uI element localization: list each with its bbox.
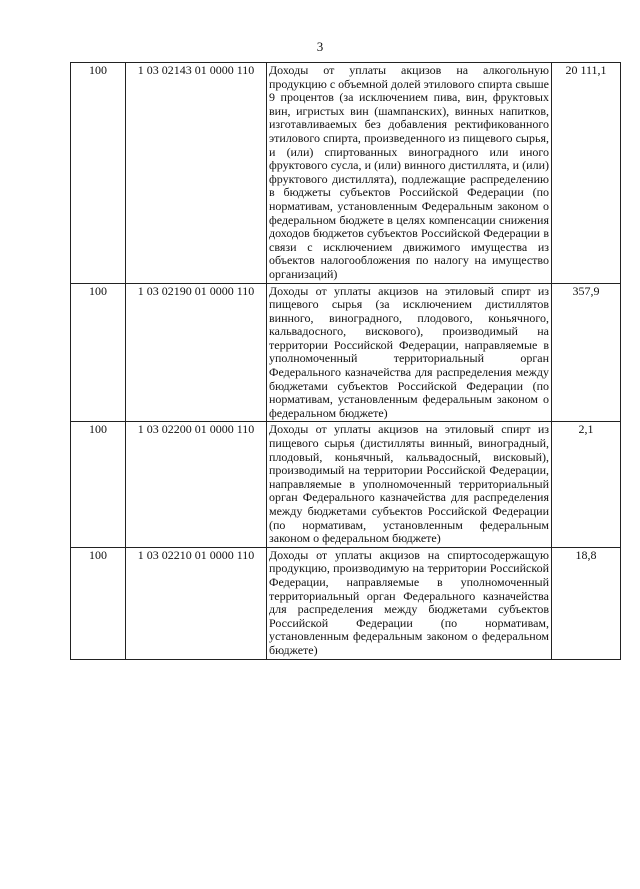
budget-classification-code-cell: 1 03 02210 01 0000 110 bbox=[126, 547, 267, 659]
revenue-table bbox=[70, 62, 621, 660]
amount-cell: 20 111,1 bbox=[552, 63, 621, 284]
revenue-name-cell: Доходы от уплаты акцизов на спиртосодержащую продукцию, производимую на территории Российской Федерации, направляемые в уполномоченный территориальный орган Федерального казначейства для распределения между бюджетами субъектов Российской Федерации (по нормативам, установленным федеральным законом о федеральном бюджете) bbox=[267, 547, 552, 659]
revenue-name-cell: Доходы от уплаты акцизов на этиловый спирт из пищевого сырья (дистилляты винный, виноградный, плодовый, коньячный, кальвадосный, висковый), производимый на территории Российской Федерации, направляемые в уполномоченный территориальный орган Федерального казначейства для распределения между бюджетами субъектов Российской Федерации (по нормативам, установленным федеральным законом о федеральном бюджете) bbox=[267, 422, 552, 547]
admin-code-cell: 100 bbox=[71, 63, 126, 284]
table-row bbox=[71, 422, 621, 547]
revenue-name-cell: Доходы от уплаты акцизов на алкогольную продукцию с объемной долей этилового спирта свыше 9 процентов (за исключением пива, вин, фруктовых вин, игристых вин (шампанских), винных напитков, изготавливаемых без добавления ректификованного этилового спирта, произведенного из пищевого сырья, и (или) спиртованных виноградного или иного фруктового сусла, и (или) винного дистиллята, и (или) фруктового дистиллята), подлежащие распределению в бюджеты субъектов Российской Федерации (по нормативам, установленным Федеральным законом о федеральном бюджете в целях компенсации снижения доходов бюджетов субъектов Российской Федерации в связи с исключением движимого имущества из объектов налогообложения по налогу на имущество организаций) bbox=[267, 63, 552, 284]
admin-code-cell: 100 bbox=[71, 547, 126, 659]
amount-cell: 2,1 bbox=[552, 422, 621, 547]
amount-cell: 357,9 bbox=[552, 283, 621, 422]
amount-cell: 18,8 bbox=[552, 547, 621, 659]
page-number: 3 bbox=[316, 39, 324, 54]
budget-classification-code-cell: 1 03 02143 01 0000 110 bbox=[126, 63, 267, 284]
revenue-name-cell: Доходы от уплаты акцизов на этиловый спирт из пищевого сырья (за исключением дистиллятов винного, виноградного, плодового, коньячного, кальвадосного, вискового), производимый на территории Российской Федерации, направляемые в уполномоченный территориальный орган Федерального казначейства для распределения между бюджетами субъектов Российской Федерации (по нормативам, установленным федеральным законом о федеральном бюджете) bbox=[267, 283, 552, 422]
table-row bbox=[71, 63, 621, 284]
table-row bbox=[71, 283, 621, 422]
table-row bbox=[71, 547, 621, 659]
admin-code-cell: 100 bbox=[71, 422, 126, 547]
budget-classification-code-cell: 1 03 02190 01 0000 110 bbox=[126, 283, 267, 422]
budget-classification-code-cell: 1 03 02200 01 0000 110 bbox=[126, 422, 267, 547]
admin-code-cell: 100 bbox=[71, 283, 126, 422]
